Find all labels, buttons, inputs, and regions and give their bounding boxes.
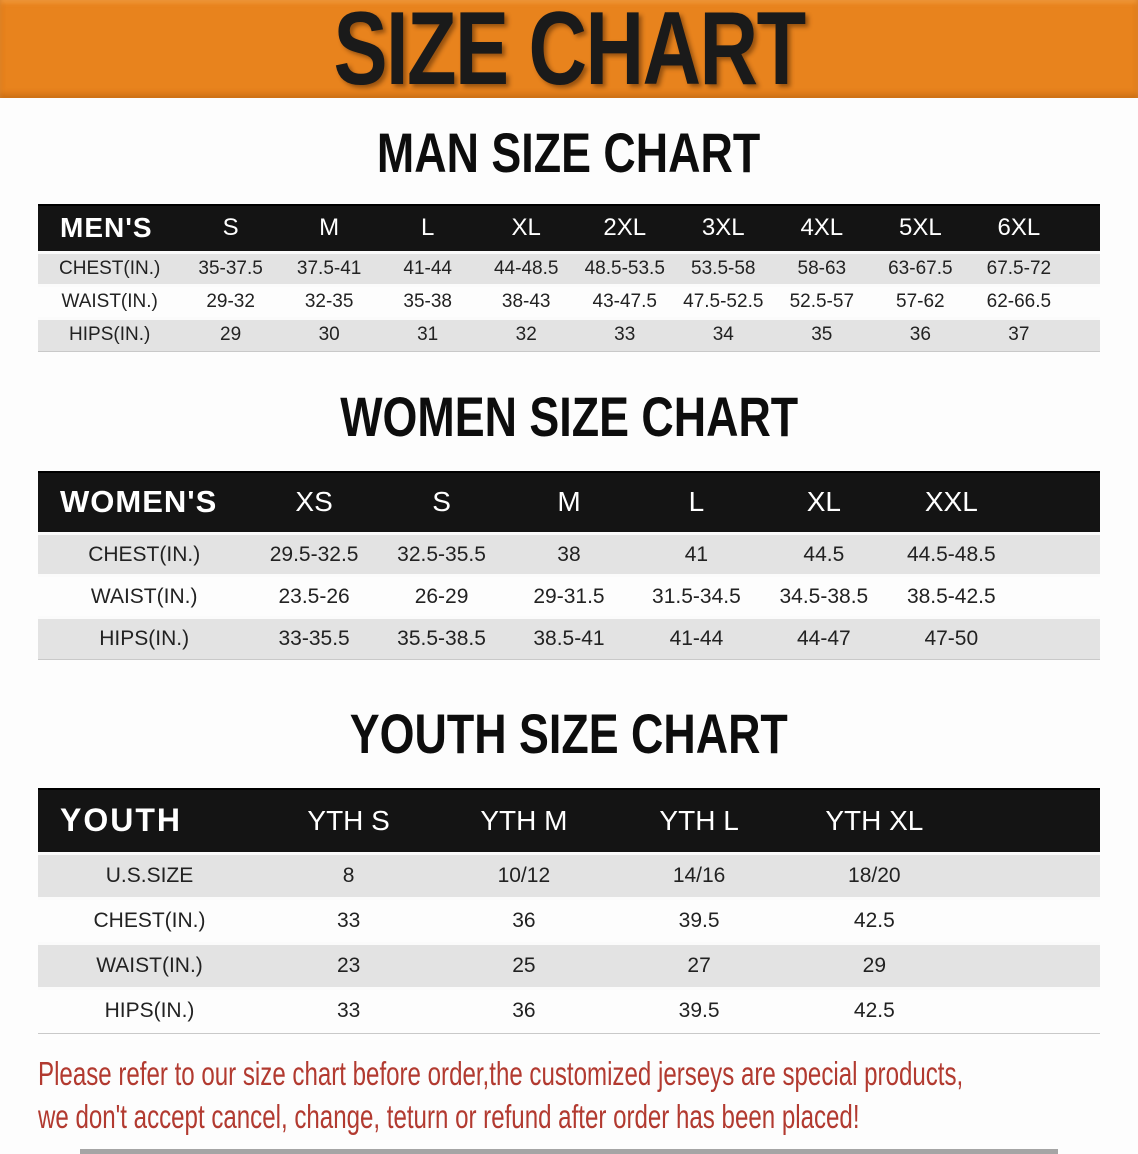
value-cell: 33-35.5 — [250, 618, 377, 660]
filler-cell — [962, 898, 1100, 943]
value-cell: 14/16 — [611, 853, 786, 898]
value-cell: 32.5-35.5 — [378, 534, 505, 576]
value-cell: 27 — [611, 943, 786, 988]
size-header-cell: XXL — [888, 472, 1015, 534]
row-label-cell: HIPS(IN.) — [38, 618, 250, 660]
value-cell: 33 — [575, 318, 674, 351]
value-cell: 35-38 — [378, 285, 477, 318]
table-row — [38, 318, 1100, 351]
disclaimer — [38, 1052, 1101, 1139]
size-header-cell: M — [505, 472, 632, 534]
size-table — [38, 788, 1100, 1034]
size-header-cell: L — [633, 472, 760, 534]
filler-cell — [962, 853, 1100, 898]
value-cell: 33 — [261, 988, 436, 1033]
value-cell: 29 — [787, 943, 962, 988]
size-header-cell: 2XL — [575, 205, 674, 252]
value-cell: 37.5-41 — [280, 252, 379, 285]
size-header-cell: XS — [250, 472, 377, 534]
table-row — [38, 988, 1100, 1033]
value-cell: 23.5-26 — [250, 576, 377, 618]
value-cell: 44-47 — [760, 618, 887, 660]
value-cell: 53.5-58 — [674, 252, 773, 285]
size-header-cell: S — [181, 205, 280, 252]
table-row — [38, 853, 1100, 898]
filler-cell — [1015, 472, 1100, 534]
value-cell: 34.5-38.5 — [760, 576, 887, 618]
value-cell: 38 — [505, 534, 632, 576]
section-heading-text: MAN SIZE CHART — [377, 121, 761, 184]
size-section-0 — [38, 121, 1100, 352]
value-cell: 8 — [261, 853, 436, 898]
value-cell: 44.5-48.5 — [888, 534, 1015, 576]
value-cell: 48.5-53.5 — [575, 252, 674, 285]
table-title-cell: YOUTH — [38, 789, 261, 853]
size-header-cell: 3XL — [674, 205, 773, 252]
value-cell: 37 — [970, 318, 1069, 351]
value-cell: 42.5 — [787, 988, 962, 1033]
value-cell: 35.5-38.5 — [378, 618, 505, 660]
value-cell: 25 — [436, 943, 611, 988]
value-cell: 36 — [436, 898, 611, 943]
table-row — [38, 252, 1100, 285]
section-heading — [38, 121, 1100, 184]
value-cell: 42.5 — [787, 898, 962, 943]
size-header-cell: L — [378, 205, 477, 252]
size-tables-container — [38, 121, 1100, 1034]
section-heading-text: YOUTH SIZE CHART — [349, 702, 789, 765]
value-cell: 41-44 — [633, 618, 760, 660]
bottom-edge-line — [80, 1149, 1057, 1154]
value-cell: 29 — [181, 318, 280, 351]
value-cell: 58-63 — [773, 252, 872, 285]
table-title-cell: WOMEN'S — [38, 472, 250, 534]
size-header-cell: YTH S — [261, 789, 436, 853]
value-cell: 34 — [674, 318, 773, 351]
table-row — [38, 618, 1100, 660]
value-cell: 29-31.5 — [505, 576, 632, 618]
value-cell: 62-66.5 — [970, 285, 1069, 318]
size-header-cell: XL — [760, 472, 887, 534]
size-header-cell: XL — [477, 205, 576, 252]
row-label-cell: HIPS(IN.) — [38, 988, 261, 1033]
value-cell: 29.5-32.5 — [250, 534, 377, 576]
filler-cell — [962, 789, 1100, 853]
size-header-cell: 4XL — [773, 205, 872, 252]
table-row — [38, 576, 1100, 618]
table-row — [38, 285, 1100, 318]
value-cell: 35-37.5 — [181, 252, 280, 285]
table-row — [38, 534, 1100, 576]
value-cell: 18/20 — [787, 853, 962, 898]
section-heading — [38, 702, 1100, 765]
filler-cell — [1015, 618, 1100, 660]
size-header-cell: S — [378, 472, 505, 534]
value-cell: 41 — [633, 534, 760, 576]
size-header-cell: YTH M — [436, 789, 611, 853]
table-header-row — [38, 789, 1100, 853]
value-cell: 57-62 — [871, 285, 970, 318]
filler-cell — [1015, 534, 1100, 576]
value-cell: 39.5 — [611, 988, 786, 1033]
size-section-1 — [38, 384, 1100, 661]
row-label-cell: WAIST(IN.) — [38, 576, 250, 618]
value-cell: 32 — [477, 318, 576, 351]
disclaimer-line-1: Please refer to our size chart before order,the customized jerseys are special products, — [38, 1054, 964, 1092]
filler-cell — [1015, 576, 1100, 618]
filler-cell — [1068, 205, 1100, 252]
value-cell: 36 — [871, 318, 970, 351]
value-cell: 30 — [280, 318, 379, 351]
table-header-row — [38, 205, 1100, 252]
value-cell: 23 — [261, 943, 436, 988]
value-cell: 29-32 — [181, 285, 280, 318]
section-heading — [38, 384, 1100, 448]
filler-cell — [1068, 318, 1100, 351]
value-cell: 67.5-72 — [970, 252, 1069, 285]
size-table — [38, 471, 1100, 661]
value-cell: 33 — [261, 898, 436, 943]
size-section-2 — [38, 702, 1100, 1034]
value-cell: 39.5 — [611, 898, 786, 943]
row-label-cell: CHEST(IN.) — [38, 252, 181, 285]
value-cell: 26-29 — [378, 576, 505, 618]
size-header-cell: 5XL — [871, 205, 970, 252]
size-header-cell: M — [280, 205, 379, 252]
row-label-cell: WAIST(IN.) — [38, 285, 181, 318]
filler-cell — [1068, 285, 1100, 318]
value-cell: 41-44 — [378, 252, 477, 285]
value-cell: 47.5-52.5 — [674, 285, 773, 318]
value-cell: 44.5 — [760, 534, 887, 576]
value-cell: 52.5-57 — [773, 285, 872, 318]
section-heading-text: WOMEN SIZE CHART — [340, 384, 798, 448]
filler-cell — [1068, 252, 1100, 285]
disclaimer-line-2: we don't accept cancel, change, teturn or refund after order has been placed! — [38, 1098, 860, 1136]
row-label-cell: CHEST(IN.) — [38, 534, 250, 576]
filler-cell — [962, 988, 1100, 1033]
value-cell: 38.5-42.5 — [888, 576, 1015, 618]
size-header-cell: YTH L — [611, 789, 786, 853]
value-cell: 47-50 — [888, 618, 1015, 660]
value-cell: 43-47.5 — [575, 285, 674, 318]
size-header-cell: YTH XL — [787, 789, 962, 853]
table-row — [38, 943, 1100, 988]
table-title-cell: MEN'S — [38, 205, 181, 252]
value-cell: 63-67.5 — [871, 252, 970, 285]
table-header-row — [38, 472, 1100, 534]
value-cell: 38.5-41 — [505, 618, 632, 660]
row-label-cell: HIPS(IN.) — [38, 318, 181, 351]
page-title: SIZE CHART — [333, 0, 805, 107]
value-cell: 31 — [378, 318, 477, 351]
value-cell: 35 — [773, 318, 872, 351]
value-cell: 44-48.5 — [477, 252, 576, 285]
row-label-cell: U.S.SIZE — [38, 853, 261, 898]
value-cell: 10/12 — [436, 853, 611, 898]
table-row — [38, 898, 1100, 943]
size-header-cell: 6XL — [970, 205, 1069, 252]
value-cell: 32-35 — [280, 285, 379, 318]
filler-cell — [962, 943, 1100, 988]
value-cell: 36 — [436, 988, 611, 1033]
size-table — [38, 204, 1100, 352]
row-label-cell: CHEST(IN.) — [38, 898, 261, 943]
content — [0, 121, 1138, 1154]
value-cell: 38-43 — [477, 285, 576, 318]
size-chart-banner — [0, 0, 1138, 107]
row-label-cell: WAIST(IN.) — [38, 943, 261, 988]
value-cell: 31.5-34.5 — [633, 576, 760, 618]
